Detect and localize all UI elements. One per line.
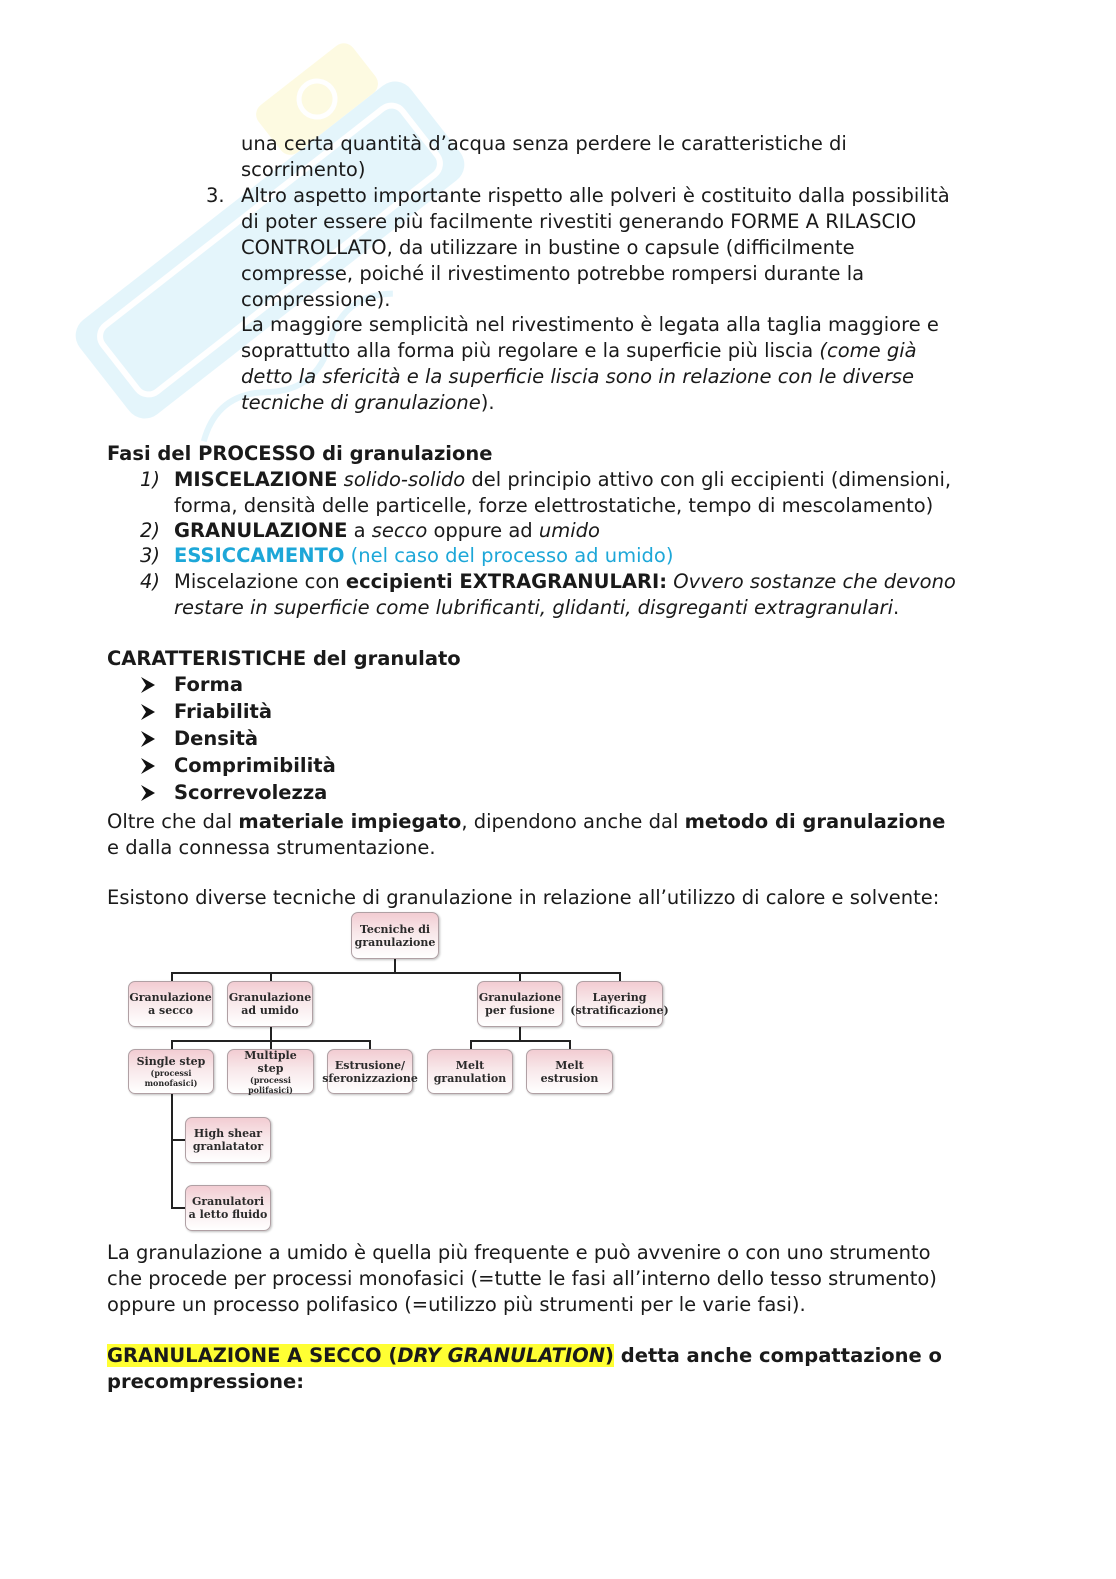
connector-line (394, 959, 396, 973)
item3-line: di poter essere più facilmente rivestiti generando FORME A RILASCIO (241, 210, 917, 233)
node-melt-granulation: Melt granulation (427, 1049, 513, 1094)
connector-line (171, 1207, 186, 1209)
connector-line (470, 1040, 570, 1042)
process-step-4-line2: restare in superficie come lubrificanti, glidanti, disgreganti extragranulari. (174, 596, 900, 619)
characteristic-item: Comprimibilità (174, 754, 336, 777)
connector-line (569, 1040, 571, 1049)
section-heading-dry-granulation: GRANULAZIONE A SECCO (DRY GRANULATION) detta anche compattazione o (107, 1344, 942, 1367)
granulation-techniques-diagram (120, 905, 680, 1235)
node-single-step: Single step (processi monofasici) (128, 1049, 214, 1094)
node-melt-extrusion: Melt estrusion (526, 1049, 613, 1094)
arrow-bullet-icon (140, 730, 156, 748)
node-dry: Granulazione a secco (128, 981, 213, 1027)
node-layering: Layering (stratificazione) (576, 981, 663, 1027)
section-heading-process: Fasi del PROCESSO di granulazione (107, 442, 493, 465)
process-step-4: Miscelazione con eccipienti EXTRAGRANULARI: Ovvero sostanze che devono (174, 570, 956, 593)
wet-paragraph-line: La granulazione a umido è quella più frequente e può avvenire o con uno strumento (107, 1241, 931, 1264)
connector-line (519, 972, 521, 981)
section-heading-dry-granulation-line2: precompressione: (107, 1370, 305, 1393)
item3-paragraph-line: soprattutto alla forma più regolare e la superficie più liscia (come già (241, 339, 917, 362)
node-high-shear: High shear granlatator (185, 1117, 271, 1163)
characteristic-item: Forma (174, 673, 244, 696)
node-extrusion: Estrusione/ sferonizzazione (327, 1049, 413, 1094)
connector-line (171, 1040, 173, 1049)
process-step-2: GRANULAZIONE a secco oppure ad umido (174, 519, 600, 542)
process-step-1: MISCELAZIONE solido-solido del principio attivo con gli eccipienti (dimensioni, (174, 468, 952, 491)
node-multiple-step: Multiple step (processi polifasici) (227, 1049, 314, 1094)
connector-line (171, 1094, 173, 1208)
list-number: 4) (140, 570, 161, 593)
arrow-bullet-icon (140, 784, 156, 802)
node-fusion: Granulazione per fusione (477, 981, 563, 1027)
connector-line (270, 972, 272, 981)
characteristic-item: Densità (174, 727, 259, 750)
list-number: 3) (140, 544, 161, 567)
connector-line (519, 1027, 521, 1041)
node-root: Tecniche di granulazione (351, 912, 439, 959)
item3-paragraph-line: La maggiore semplicità nel rivestimento è legata alla taglia maggiore e (241, 313, 939, 336)
wet-paragraph-line: che procede per processi monofasici (=tutte le fasi all’interno dello tesso strumento) (107, 1267, 937, 1290)
section-heading-characteristics: CARATTERISTICHE del granulato (107, 647, 461, 670)
arrow-bullet-icon (140, 757, 156, 775)
item3-paragraph-line: tecniche di granulazione). (241, 391, 495, 414)
characteristic-item: Scorrevolezza (174, 781, 328, 804)
connector-line (619, 972, 621, 981)
item3-paragraph-line: detto la sfericità e la superficie liscia sono in relazione con le diverse (241, 365, 915, 388)
item3-line: compresse, poiché il rivestimento potrebbe rompersi durante la (241, 262, 865, 285)
connector-line (470, 1040, 472, 1049)
characteristics-note-line2: e dalla connessa strumentazione. (107, 836, 436, 859)
process-step-1-line2: forma, densità delle particelle, forze elettrostatiche, tempo di mescolamento) (174, 494, 934, 517)
connector-line (171, 1139, 186, 1141)
connector-line (171, 972, 173, 981)
node-fluid-bed: Granulatori a letto fluido (185, 1185, 271, 1231)
list-number: 3. (206, 184, 225, 207)
arrow-bullet-icon (140, 703, 156, 721)
continuation-line: una certa quantità d’acqua senza perdere le caratteristiche di (241, 132, 847, 155)
process-step-3: ESSICCAMENTO (nel caso del processo ad umido) (174, 544, 674, 567)
item3-line: compressione). (241, 288, 391, 311)
techniques-intro: Esistono diverse tecniche di granulazione in relazione all’utilizzo di calore e solvente: (107, 886, 940, 909)
characteristic-item: Friabilità (174, 700, 273, 723)
connector-line (270, 1027, 272, 1041)
list-number: 2) (140, 519, 161, 542)
item3-line: Altro aspetto importante rispetto alle polveri è costituito dalla possibilità (241, 184, 950, 207)
node-wet: Granulazione ad umido (227, 981, 313, 1027)
continuation-line: scorrimento) (241, 158, 366, 181)
connector-line (171, 972, 621, 974)
item3-line: CONTROLLATO, da utilizzare in bustine o capsule (difficilmente (241, 236, 855, 259)
characteristics-note: Oltre che dal materiale impiegato, dipendono anche dal metodo di granulazione (107, 810, 946, 833)
arrow-bullet-icon (140, 676, 156, 694)
list-number: 1) (140, 468, 161, 491)
wet-paragraph-line: oppure un processo polifasico (=utilizzo più strumenti per le varie fasi). (107, 1293, 806, 1316)
connector-line (369, 1040, 371, 1049)
